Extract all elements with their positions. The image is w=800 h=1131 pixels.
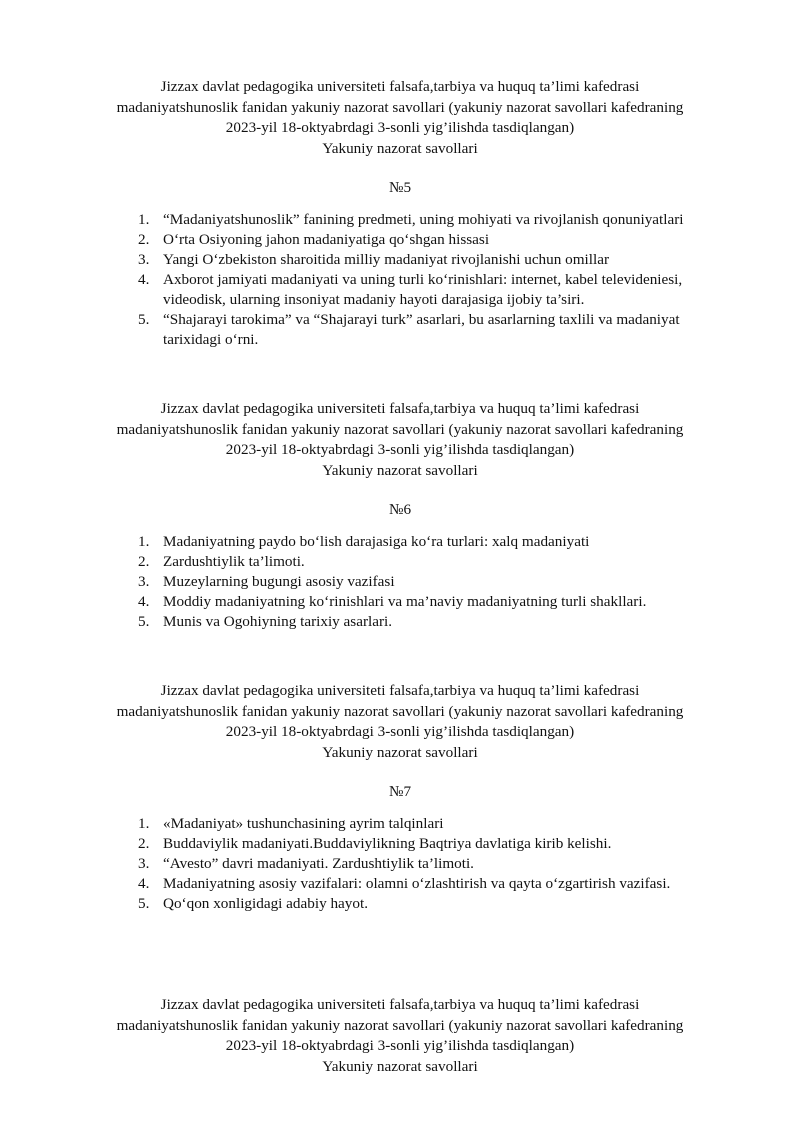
question-number: 1. <box>138 211 150 228</box>
question-item <box>0 552 800 572</box>
ticket-number: №7 <box>388 783 412 800</box>
header-line-2: madaniyatshunoslik fanidan yakuniy nazorat savollari (yakuniy nazorat savollari kafedraning <box>116 702 684 720</box>
header-line-2: madaniyatshunoslik fanidan yakuniy nazorat savollari (yakuniy nazorat savollari kafedraning <box>116 98 684 116</box>
question-item <box>0 874 800 894</box>
header-line-2: madaniyatshunoslik fanidan yakuniy nazorat savollari (yakuniy nazorat savollari kafedraning <box>116 420 684 438</box>
question-text: Madaniyatning asosiy vazifalari: olamni o‘zlashtirish va qayta o‘zgartirish vazifasi. <box>163 875 671 892</box>
question-number: 3. <box>138 573 150 590</box>
header-line-2: madaniyatshunoslik fanidan yakuniy nazorat savollari (yakuniy nazorat savollari kafedraning <box>116 1016 684 1034</box>
question-item <box>0 814 800 834</box>
question-item <box>0 894 800 914</box>
question-number: 2. <box>138 835 150 852</box>
question-number: 4. <box>138 271 150 288</box>
question-text: Muzeylarning bugungi asosiy vazifasi <box>163 573 395 590</box>
ticket-header <box>0 681 800 763</box>
header-line-1: Jizzax davlat pedagogika universiteti falsafa,tarbiya va huquq ta’limi kafedrasi <box>160 400 640 417</box>
question-number: 5. <box>138 895 150 912</box>
question-number: 1. <box>138 815 150 832</box>
question-text: “Avesto” davri madaniyati. Zardushtiylik ta’limoti. <box>163 855 474 872</box>
question-text: “Madaniyatshunoslik” fanining predmeti, uning mohiyati va rivojlanish qonuniyatlari <box>163 211 684 228</box>
ticket-number: №5 <box>388 179 412 196</box>
question-text: Qo‘qon xonligidagi adabiy hayot. <box>163 895 368 912</box>
question-text: Zardushtiylik ta’limoti. <box>163 553 305 570</box>
question-text: Yangi O‘zbekiston sharoitida milliy madaniyat rivojlanishi uchun omillar <box>163 251 609 268</box>
header-line-4: Yakuniy nazorat savollari <box>322 1057 478 1075</box>
header-line-4: Yakuniy nazorat savollari <box>322 139 478 157</box>
question-item <box>0 612 800 632</box>
question-item <box>0 270 800 310</box>
ticket-7 <box>0 681 800 914</box>
question-text: Buddaviylik madaniyati.Buddaviylikning Baqtriya davlatiga kirib kelishi. <box>163 835 612 852</box>
ticket-5 <box>0 77 800 350</box>
header-line-4: Yakuniy nazorat savollari <box>322 461 478 479</box>
question-text: “Shajarayi tarokima” va “Shajarayi turk” asarlari, bu asarlarning taxlili va madaniyat tarixidagi o‘rni. <box>163 311 680 348</box>
question-number: 2. <box>138 553 150 570</box>
question-list <box>0 814 800 914</box>
header-line-3: 2023-yil 18-oktyabrdagi 3-sonli yig’ilishda tasdiqlangan) <box>225 441 575 458</box>
question-item <box>0 572 800 592</box>
question-number: 3. <box>138 251 150 268</box>
question-text: O‘rta Osiyoning jahon madaniyatiga qo‘shgan hissasi <box>163 231 490 248</box>
header-line-3: 2023-yil 18-oktyabrdagi 3-sonli yig’ilishda tasdiqlangan) <box>225 1037 575 1054</box>
question-item <box>0 230 800 250</box>
question-text: «Madaniyat» tushunchasining ayrim talqinlari <box>163 815 444 832</box>
ticket-header <box>0 399 800 481</box>
question-number: 5. <box>138 311 150 328</box>
question-item <box>0 210 800 230</box>
header-line-1: Jizzax davlat pedagogika universiteti falsafa,tarbiya va huquq ta’limi kafedrasi <box>160 78 640 95</box>
question-text: Moddiy madaniyatning ko‘rinishlari va ma’naviy madaniyatning turli shakllari. <box>163 593 647 610</box>
ticket-header <box>0 77 800 159</box>
ticket-8-header <box>0 995 800 1077</box>
header-line-3: 2023-yil 18-oktyabrdagi 3-sonli yig’ilishda tasdiqlangan) <box>225 723 575 740</box>
question-number: 4. <box>138 593 150 610</box>
ticket-number: №6 <box>388 501 412 518</box>
question-text: Madaniyatning paydo bo‘lish darajasiga ko‘ra turlari: xalq madaniyati <box>163 533 590 550</box>
ticket-header <box>0 995 800 1077</box>
question-list <box>0 532 800 632</box>
question-item <box>0 532 800 552</box>
question-item <box>0 854 800 874</box>
question-text: Munis va Ogohiyning tarixiy asarlari. <box>163 613 393 630</box>
question-item <box>0 310 800 350</box>
ticket-6 <box>0 399 800 632</box>
question-item <box>0 250 800 270</box>
question-item <box>0 592 800 612</box>
header-line-1: Jizzax davlat pedagogika universiteti falsafa,tarbiya va huquq ta’limi kafedrasi <box>160 682 640 699</box>
question-number: 2. <box>138 231 150 248</box>
question-item <box>0 834 800 854</box>
question-number: 4. <box>138 875 150 892</box>
question-list <box>0 210 800 350</box>
header-line-1: Jizzax davlat pedagogika universiteti falsafa,tarbiya va huquq ta’limi kafedrasi <box>160 996 640 1013</box>
question-number: 1. <box>138 533 150 550</box>
question-number: 5. <box>138 613 150 630</box>
header-line-4: Yakuniy nazorat savollari <box>322 743 478 761</box>
question-text: Axborot jamiyati madaniyati va uning turli ko‘rinishlari: internet, kabel televideniesi, videodisk, ularning insoniyat madaniy hayoti darajasiga ijobiy ta’siri. <box>163 271 683 308</box>
question-number: 3. <box>138 855 150 872</box>
header-line-3: 2023-yil 18-oktyabrdagi 3-sonli yig’ilishda tasdiqlangan) <box>225 119 575 136</box>
